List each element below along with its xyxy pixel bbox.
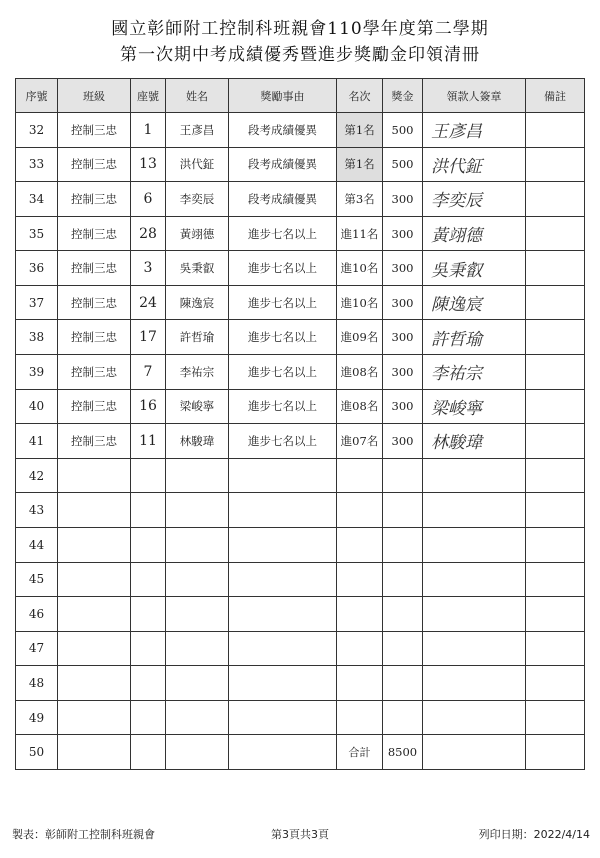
award-amount: 300	[383, 320, 423, 355]
table-row-empty	[16, 631, 585, 666]
award-amount: 300	[383, 389, 423, 424]
empty-cell	[131, 562, 166, 597]
award-reason: 段考成績優異	[229, 182, 337, 217]
award-reason: 段考成績優異	[229, 113, 337, 148]
empty-cell	[166, 700, 229, 735]
empty-cell	[423, 700, 526, 735]
handwritten-signature: 陳逸宸	[423, 285, 526, 320]
note-cell	[526, 285, 585, 320]
row-number: 34	[16, 182, 58, 217]
row-number: 45	[16, 562, 58, 597]
empty-cell	[229, 631, 337, 666]
row-number: 38	[16, 320, 58, 355]
award-amount: 300	[383, 182, 423, 217]
empty-cell	[58, 527, 131, 562]
rank: 第1名	[337, 113, 383, 148]
table-row	[16, 424, 585, 459]
footer-print-date: 列印日期：2022/4/14	[478, 828, 590, 841]
empty-cell	[383, 597, 423, 632]
empty-cell	[383, 562, 423, 597]
empty-cell	[58, 700, 131, 735]
empty-cell	[131, 631, 166, 666]
empty-cell	[131, 735, 166, 770]
empty-cell	[166, 458, 229, 493]
empty-cell	[229, 562, 337, 597]
empty-cell	[229, 527, 337, 562]
award-reason: 段考成績優異	[229, 147, 337, 182]
row-number: 40	[16, 389, 58, 424]
rank: 進08名	[337, 389, 383, 424]
empty-cell	[423, 458, 526, 493]
note-cell	[526, 182, 585, 217]
handwritten-signature: 黃翊德	[423, 216, 526, 251]
award-reason: 進步七名以上	[229, 285, 337, 320]
empty-cell	[423, 597, 526, 632]
award-amount: 300	[383, 216, 423, 251]
award-reason: 進步七名以上	[229, 216, 337, 251]
empty-cell	[526, 493, 585, 528]
class-name: 控制三忠	[58, 424, 131, 459]
row-number: 47	[16, 631, 58, 666]
row-number: 46	[16, 597, 58, 632]
empty-cell	[383, 527, 423, 562]
student-name: 林駿瑋	[166, 424, 229, 459]
row-number: 36	[16, 251, 58, 286]
award-reason: 進步七名以上	[229, 355, 337, 390]
table-row-empty	[16, 597, 585, 632]
empty-cell	[337, 597, 383, 632]
rank: 第3名	[337, 182, 383, 217]
seat-number: 16	[131, 389, 166, 424]
table-row	[16, 113, 585, 148]
empty-cell	[383, 458, 423, 493]
row-number: 44	[16, 527, 58, 562]
handwritten-signature: 洪代鉦	[423, 147, 526, 182]
note-cell	[526, 355, 585, 390]
note-cell	[526, 216, 585, 251]
column-header: 備註	[526, 79, 585, 113]
empty-cell	[526, 597, 585, 632]
rank: 進11名	[337, 216, 383, 251]
empty-cell	[337, 493, 383, 528]
award-reason: 進步七名以上	[229, 424, 337, 459]
row-number: 42	[16, 458, 58, 493]
student-name: 梁峻寧	[166, 389, 229, 424]
table-header	[16, 79, 585, 113]
class-name: 控制三忠	[58, 147, 131, 182]
table-row-empty	[16, 458, 585, 493]
award-amount: 300	[383, 424, 423, 459]
row-number: 43	[16, 493, 58, 528]
empty-cell	[166, 527, 229, 562]
table-row	[16, 389, 585, 424]
empty-cell	[58, 597, 131, 632]
empty-cell	[58, 631, 131, 666]
table-row	[16, 147, 585, 182]
seat-number: 6	[131, 182, 166, 217]
award-amount: 300	[383, 251, 423, 286]
rank: 進09名	[337, 320, 383, 355]
table-row-total	[16, 735, 585, 770]
seat-number: 3	[131, 251, 166, 286]
empty-cell	[131, 527, 166, 562]
row-number: 49	[16, 700, 58, 735]
handwritten-signature: 吳秉叡	[423, 251, 526, 286]
empty-cell	[423, 493, 526, 528]
empty-cell	[337, 458, 383, 493]
rank: 第1名	[337, 147, 383, 182]
table-row	[16, 285, 585, 320]
empty-cell	[166, 735, 229, 770]
column-header: 獎金	[383, 79, 423, 113]
student-name: 李奕辰	[166, 182, 229, 217]
empty-cell	[423, 666, 526, 701]
empty-cell	[131, 700, 166, 735]
empty-cell	[229, 458, 337, 493]
empty-cell	[229, 700, 337, 735]
table-row-empty	[16, 493, 585, 528]
empty-cell	[423, 631, 526, 666]
seat-number: 7	[131, 355, 166, 390]
empty-cell	[526, 458, 585, 493]
empty-cell	[337, 700, 383, 735]
empty-cell	[229, 666, 337, 701]
class-name: 控制三忠	[58, 182, 131, 217]
class-name: 控制三忠	[58, 251, 131, 286]
table-row-empty	[16, 700, 585, 735]
table-row-empty	[16, 527, 585, 562]
column-header: 名次	[337, 79, 383, 113]
empty-cell	[423, 735, 526, 770]
empty-cell	[526, 562, 585, 597]
row-number: 39	[16, 355, 58, 390]
total-label: 合計	[337, 735, 383, 770]
row-number: 50	[16, 735, 58, 770]
empty-cell	[131, 493, 166, 528]
note-cell	[526, 147, 585, 182]
empty-cell	[58, 458, 131, 493]
award-reason: 進步七名以上	[229, 389, 337, 424]
empty-cell	[58, 666, 131, 701]
student-name: 吳秉叡	[166, 251, 229, 286]
student-name: 許哲瑜	[166, 320, 229, 355]
empty-cell	[166, 562, 229, 597]
empty-cell	[58, 493, 131, 528]
column-header: 獎勵事由	[229, 79, 337, 113]
total-amount: 8500	[383, 735, 423, 770]
handwritten-signature: 許哲瑜	[423, 320, 526, 355]
handwritten-signature: 李祐宗	[423, 355, 526, 390]
row-number: 33	[16, 147, 58, 182]
table-body	[16, 113, 585, 770]
row-number: 48	[16, 666, 58, 701]
table-row	[16, 320, 585, 355]
table-row	[16, 216, 585, 251]
column-header: 序號	[16, 79, 58, 113]
rank: 進07名	[337, 424, 383, 459]
empty-cell	[337, 527, 383, 562]
seat-number: 11	[131, 424, 166, 459]
award-roster-table	[15, 78, 585, 770]
student-name: 黃翊德	[166, 216, 229, 251]
empty-cell	[58, 562, 131, 597]
empty-cell	[383, 666, 423, 701]
empty-cell	[166, 666, 229, 701]
award-amount: 300	[383, 355, 423, 390]
row-number: 32	[16, 113, 58, 148]
empty-cell	[337, 666, 383, 701]
document-title-line1: 國立彰師附工控制科班親會110學年度第二學期	[111, 19, 489, 39]
empty-cell	[166, 493, 229, 528]
empty-cell	[166, 597, 229, 632]
empty-cell	[131, 458, 166, 493]
note-cell	[526, 389, 585, 424]
empty-cell	[337, 631, 383, 666]
table-row-empty	[16, 562, 585, 597]
column-header: 座號	[131, 79, 166, 113]
student-name: 王彥昌	[166, 113, 229, 148]
document-title-line2: 第一次期中考成績優秀暨進步獎勵金印領清冊	[120, 45, 480, 65]
empty-cell	[229, 735, 337, 770]
seat-number: 24	[131, 285, 166, 320]
footer-maker: 製表：彰師附工控制科班親會	[12, 828, 155, 841]
seat-number: 28	[131, 216, 166, 251]
handwritten-signature: 林駿瑋	[423, 424, 526, 459]
empty-cell	[423, 527, 526, 562]
class-name: 控制三忠	[58, 113, 131, 148]
empty-cell	[383, 631, 423, 666]
empty-cell	[229, 597, 337, 632]
rank: 進08名	[337, 355, 383, 390]
table-row	[16, 251, 585, 286]
note-cell	[526, 113, 585, 148]
empty-cell	[526, 666, 585, 701]
note-cell	[526, 424, 585, 459]
table-row	[16, 355, 585, 390]
student-name: 李祐宗	[166, 355, 229, 390]
seat-number: 1	[131, 113, 166, 148]
class-name: 控制三忠	[58, 285, 131, 320]
award-amount: 500	[383, 147, 423, 182]
column-header: 班級	[58, 79, 131, 113]
handwritten-signature: 梁峻寧	[423, 389, 526, 424]
student-name: 洪代鉦	[166, 147, 229, 182]
table-row	[16, 182, 585, 217]
empty-cell	[166, 631, 229, 666]
award-reason: 進步七名以上	[229, 251, 337, 286]
handwritten-signature: 李奕辰	[423, 182, 526, 217]
column-header: 領款人簽章	[423, 79, 526, 113]
seat-number: 13	[131, 147, 166, 182]
footer-page-number: 第3頁共3頁	[271, 828, 329, 841]
award-amount: 300	[383, 285, 423, 320]
empty-cell	[526, 631, 585, 666]
empty-cell	[131, 597, 166, 632]
empty-cell	[383, 700, 423, 735]
class-name: 控制三忠	[58, 389, 131, 424]
award-reason: 進步七名以上	[229, 320, 337, 355]
rank: 進10名	[337, 251, 383, 286]
handwritten-signature: 王彥昌	[423, 113, 526, 148]
row-number: 41	[16, 424, 58, 459]
class-name: 控制三忠	[58, 355, 131, 390]
empty-cell	[229, 493, 337, 528]
row-number: 37	[16, 285, 58, 320]
note-cell	[526, 251, 585, 286]
empty-cell	[58, 735, 131, 770]
column-header: 姓名	[166, 79, 229, 113]
note-cell	[526, 320, 585, 355]
rank: 進10名	[337, 285, 383, 320]
class-name: 控制三忠	[58, 216, 131, 251]
student-name: 陳逸宸	[166, 285, 229, 320]
empty-cell	[383, 493, 423, 528]
row-number: 35	[16, 216, 58, 251]
empty-cell	[526, 527, 585, 562]
empty-cell	[526, 700, 585, 735]
empty-cell	[337, 562, 383, 597]
empty-cell	[131, 666, 166, 701]
empty-cell	[423, 562, 526, 597]
table-row-empty	[16, 666, 585, 701]
seat-number: 17	[131, 320, 166, 355]
empty-cell	[526, 735, 585, 770]
award-amount: 500	[383, 113, 423, 148]
class-name: 控制三忠	[58, 320, 131, 355]
